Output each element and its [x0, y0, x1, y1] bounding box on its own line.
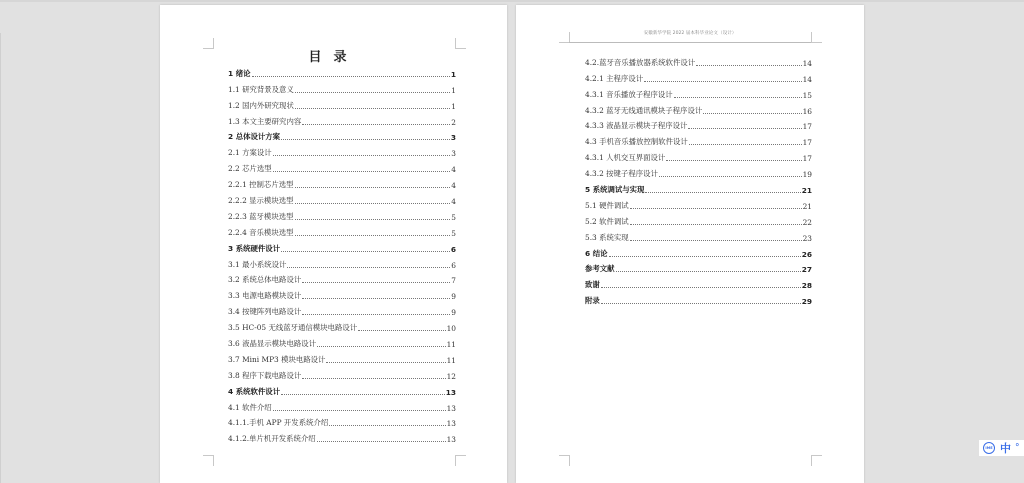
toc-entry-label: 3.7 Mini MP3 模块电路设计	[228, 354, 326, 364]
toc-leader-dots	[295, 92, 450, 93]
toc-leader-dots	[295, 219, 451, 220]
toc-leader-dots	[302, 378, 445, 379]
toc-leader-dots	[281, 139, 450, 140]
toc-entry-label: 3.1 最小系统设计	[228, 259, 287, 269]
toc-leader-dots	[689, 144, 802, 145]
toc-leader-dots	[302, 282, 450, 283]
toc-entry[interactable]	[228, 397, 456, 413]
table-of-contents	[228, 63, 456, 444]
toc-entry[interactable]	[585, 116, 812, 132]
toc-leader-dots	[609, 256, 801, 257]
toc-entry-label: 2 总体设计方案	[228, 132, 281, 142]
toc-leader-dots	[616, 271, 801, 272]
ime-mode-chinese[interactable]: 中	[1000, 442, 1011, 455]
toc-entry[interactable]	[228, 79, 456, 95]
toc-entry[interactable]	[228, 95, 456, 111]
toc-leader-dots	[302, 124, 450, 125]
toc-leader-dots	[666, 160, 801, 161]
toc-entry[interactable]	[228, 365, 456, 381]
toc-entry-label: 2.2.2 显示模块选型	[228, 196, 294, 206]
toc-entry-label: 2.2 芯片选型	[228, 164, 272, 174]
toc-leader-dots	[688, 128, 801, 129]
toc-entry-page: 10	[446, 324, 456, 334]
toc-entry-page: 4	[451, 165, 456, 175]
toc-entry-page: 4	[451, 197, 456, 207]
toc-entry[interactable]	[228, 111, 456, 127]
toc-leader-dots	[281, 394, 445, 395]
margin-corner-bottom-left	[559, 455, 570, 466]
toc-entry-label: 6 结论	[585, 248, 608, 258]
toc-leader-dots	[326, 362, 445, 363]
toc-entry-label: 参考文献	[585, 264, 615, 274]
toc-entry[interactable]	[585, 147, 812, 163]
toc-entry-page: 17	[802, 122, 812, 132]
toc-leader-dots	[317, 346, 446, 347]
header-rule	[569, 42, 811, 43]
toc-entry[interactable]	[585, 131, 812, 147]
toc-leader-dots	[674, 97, 802, 98]
toc-entry-page: 17	[802, 154, 812, 164]
toc-entry[interactable]	[228, 349, 456, 365]
toc-entry-page: 23	[802, 233, 812, 243]
toc-entry-label: 2.2.3 蓝牙模块选型	[228, 211, 294, 221]
toc-entry[interactable]	[585, 227, 812, 243]
toc-entry-page: 21	[801, 186, 812, 196]
toc-entry-label: 2.2.1 控制芯片选型	[228, 180, 294, 190]
toc-entry-page: 11	[446, 340, 456, 350]
toc-entry-page: 1	[451, 101, 456, 111]
toc-entry-label: 3.6 液晶显示模块电路设计	[228, 339, 317, 349]
toc-entry-page: 27	[801, 265, 812, 275]
toc-entry-page: 2	[451, 117, 456, 127]
toc-leader-dots	[295, 235, 451, 236]
toc-entry[interactable]	[228, 63, 456, 79]
toc-entry-page: 3	[450, 133, 456, 143]
toc-entry-page: 9	[451, 308, 456, 318]
toc-entry-page: 5	[451, 212, 456, 222]
toc-leader-dots	[630, 208, 802, 209]
toc-leader-dots	[295, 187, 451, 188]
toc-entry-page: 29	[801, 297, 812, 307]
toc-entry-label: 3.8 程序下载电路设计	[228, 370, 302, 380]
toc-entry-page: 6	[451, 260, 456, 270]
toc-entry[interactable]	[585, 100, 812, 116]
toc-entry-page: 3	[451, 149, 456, 159]
toc-entry-page: 12	[446, 371, 456, 381]
toc-entry-label: 1 绪论	[228, 68, 251, 78]
toc-entry-page: 4	[451, 181, 456, 191]
toc-entry-label: 5.3 系统实现	[585, 232, 629, 242]
window-left-edge	[0, 33, 1, 483]
toc-entry[interactable]	[228, 127, 456, 143]
toc-entry[interactable]	[228, 428, 456, 444]
toc-entry-label: 附录	[585, 296, 600, 306]
toc-leader-dots	[601, 303, 801, 304]
toc-entry[interactable]	[585, 211, 812, 227]
toc-entry-page: 5	[451, 228, 456, 238]
toc-entry-label: 3.5 HC-05 无线蓝牙通信模块电路设计	[228, 323, 358, 333]
toc-leader-dots	[696, 65, 801, 66]
toc-entry-label: 4.1 软件介绍	[228, 402, 272, 412]
toc-leader-dots	[295, 203, 451, 204]
toc-entry-label: 5.2 软件调试	[585, 216, 629, 226]
toc-leader-dots	[659, 176, 802, 177]
toc-entry-page: 6	[450, 244, 456, 254]
toc-entry-page: 7	[451, 276, 456, 286]
margin-corner-bottom-right	[811, 455, 822, 466]
toc-entry-page: 13	[446, 435, 456, 445]
window-top-border	[0, 0, 1024, 2]
ime-logo-icon: IME	[983, 442, 995, 454]
toc-leader-dots	[644, 81, 801, 82]
toc-entry-label: 4.1.2.单片机开发系统介绍	[228, 434, 316, 444]
toc-entry-label: 1.3 本文主要研究内容	[228, 116, 302, 126]
toc-entry[interactable]	[585, 290, 812, 306]
toc-entry-label: 2.2.4 音乐模块选型	[228, 227, 294, 237]
toc-entry[interactable]	[228, 142, 456, 158]
toc-leader-dots	[287, 267, 450, 268]
toc-entry-label: 2.1 方案设计	[228, 148, 272, 158]
page-header-text: 安徽新华学院 2022 届本科毕业论文（设计）	[643, 31, 737, 36]
toc-leader-dots	[630, 224, 802, 225]
toc-entry[interactable]	[585, 243, 812, 259]
toc-entry[interactable]	[228, 381, 456, 397]
toc-entry-label: 4.3.2 蓝牙无线通讯模块子程序设计	[585, 105, 703, 115]
toc-entry-page: 14	[802, 58, 812, 68]
margin-corner-bottom-left	[203, 455, 214, 466]
toc-leader-dots	[601, 287, 801, 288]
toc-entry[interactable]	[228, 333, 456, 349]
toc-entry-label: 3.2 系统总体电路设计	[228, 275, 302, 285]
toc-entry-label: 1.1 研究背景及意义	[228, 84, 294, 94]
toc-entry-page: 1	[450, 69, 456, 79]
toc-entry-page: 19	[802, 170, 812, 180]
toc-entry[interactable]	[585, 259, 812, 275]
toc-entry-label: 4.3.1 人机交互界面设计	[585, 153, 666, 163]
toc-entry[interactable]	[228, 285, 456, 301]
toc-leader-dots	[645, 192, 800, 193]
toc-entry[interactable]	[228, 222, 456, 238]
toc-leader-dots	[273, 155, 451, 156]
toc-entry-page: 26	[801, 249, 812, 259]
toc-entry-label: 4 系统软件设计	[228, 386, 281, 396]
toc-leader-dots	[295, 108, 450, 109]
toc-entry-label: 4.3.3 液晶显示模块子程序设计	[585, 121, 688, 131]
toc-entry[interactable]	[228, 158, 456, 174]
toc-entry[interactable]	[228, 174, 456, 190]
toc-entry-page: 11	[446, 355, 456, 365]
toc-entry-page: 17	[802, 138, 812, 148]
toc-entry[interactable]	[585, 195, 812, 211]
toc-entry-label: 5.1 硬件调试	[585, 200, 629, 210]
toc-entry[interactable]	[228, 317, 456, 333]
toc-title: 目录	[308, 50, 359, 65]
toc-entry-label: 4.2.蓝牙音乐播放器系统软件设计	[585, 57, 696, 67]
toc-entry[interactable]	[228, 270, 456, 286]
toc-leader-dots	[302, 298, 450, 299]
toc-entry-label: 4.3.1 音乐播放子程序设计	[585, 89, 673, 99]
toc-entry-page: 13	[445, 387, 456, 397]
toc-entry[interactable]	[585, 274, 812, 290]
toc-entry[interactable]	[585, 84, 812, 100]
toc-entry[interactable]	[228, 254, 456, 270]
toc-entry[interactable]	[585, 52, 812, 68]
toc-entry-page: 21	[802, 201, 812, 211]
table-of-contents-continued	[585, 52, 812, 306]
toc-leader-dots	[252, 76, 450, 77]
toc-entry-page: 9	[451, 292, 456, 302]
toc-entry-label: 5 系统调试与实现	[585, 185, 645, 195]
toc-entry[interactable]	[228, 190, 456, 206]
toc-entry-label: 1.2 国内外研究现状	[228, 100, 294, 110]
toc-entry-label: 4.3.2 按键子程序设计	[585, 169, 658, 179]
ime-punctuation-icon[interactable]: °	[1015, 443, 1020, 453]
margin-corner-bottom-right	[455, 455, 466, 466]
document-page-2	[516, 5, 864, 483]
toc-entry-page: 16	[802, 106, 812, 116]
toc-entry-label: 3.4 按键阵列电路设计	[228, 307, 302, 317]
document-page-1	[160, 5, 507, 483]
toc-leader-dots	[630, 240, 802, 241]
toc-entry-page: 14	[802, 74, 812, 84]
toc-entry-page: 22	[802, 217, 812, 227]
toc-entry[interactable]	[228, 413, 456, 429]
ime-indicator[interactable]	[979, 440, 1024, 456]
toc-entry-page: 15	[802, 90, 812, 100]
toc-entry[interactable]	[585, 68, 812, 84]
toc-entry-page: 28	[801, 281, 812, 291]
toc-entry-label: 3.3 电源电路模块设计	[228, 291, 302, 301]
toc-entry-label: 4.2.1 主程序设计	[585, 73, 644, 83]
toc-entry-label: 4.1.1.手机 APP 开发系统介绍	[228, 418, 329, 428]
toc-entry[interactable]	[585, 179, 812, 195]
toc-leader-dots	[273, 171, 451, 172]
toc-entry-page: 13	[446, 403, 456, 413]
toc-leader-dots	[703, 113, 801, 114]
toc-entry-label: 3 系统硬件设计	[228, 243, 281, 253]
toc-entry-page: 13	[446, 419, 456, 429]
toc-entry[interactable]	[228, 206, 456, 222]
toc-leader-dots	[273, 410, 446, 411]
toc-leader-dots	[281, 251, 450, 252]
toc-entry-label: 致谢	[585, 280, 600, 290]
toc-leader-dots	[317, 441, 446, 442]
toc-entry-label: 4.3 手机音乐播放控制软件设计	[585, 137, 688, 147]
toc-leader-dots	[329, 425, 445, 426]
toc-leader-dots	[358, 330, 445, 331]
toc-entry[interactable]	[228, 301, 456, 317]
toc-entry[interactable]	[228, 238, 456, 254]
toc-leader-dots	[302, 314, 450, 315]
toc-entry[interactable]	[585, 163, 812, 179]
toc-entry-page: 1	[451, 85, 456, 95]
